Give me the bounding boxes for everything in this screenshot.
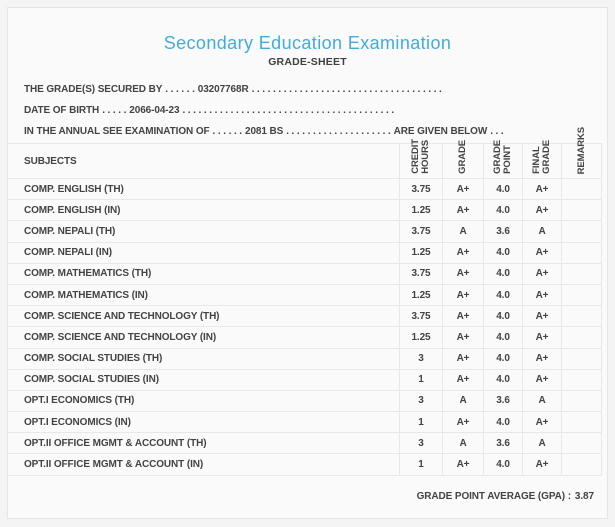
exam-year-value: 2081 BS — [244, 126, 284, 137]
remarks-column-header — [561, 126, 602, 178]
grade-point-cell: 4.0 — [483, 348, 522, 369]
subject-cell: OPT.I ECONOMICS (IN) — [8, 411, 399, 432]
credit-hours-cell: 1.25 — [399, 199, 442, 220]
subject-cell: OPT.II OFFICE MGMT & ACCOUNT (TH) — [8, 432, 399, 453]
remarks-cell — [561, 284, 602, 305]
grade-point-cell: 4.0 — [483, 242, 522, 263]
remarks-cell — [561, 453, 602, 474]
credit-hours-cell: 1 — [399, 411, 442, 432]
grade-cell: A — [442, 220, 483, 241]
grade-cell: A+ — [442, 284, 483, 305]
gpa-value: 3.87 — [574, 491, 594, 503]
remarks-cell — [561, 242, 602, 263]
dotted-line: . . . . . . . . . . . . . . . . . . . . — [286, 126, 391, 137]
subject-cell: COMP. SCIENCE AND TECHNOLOGY (IN) — [8, 326, 399, 347]
grade-point-column-header — [483, 140, 522, 178]
credit-hours-cell: 3.75 — [399, 305, 442, 326]
date-of-birth-value: 2066-04-23 — [129, 105, 180, 116]
remarks-cell — [561, 326, 602, 347]
page-title: Secondary Education Examination — [163, 33, 452, 53]
credit-hours-cell: 3 — [399, 348, 442, 369]
credit-hours-cell: 3 — [399, 432, 442, 453]
remarks-cell — [561, 199, 602, 220]
credit-hours-cell: 1.25 — [399, 326, 442, 347]
grade-cell: A+ — [442, 305, 483, 326]
credit-hours-cell: 3.75 — [399, 263, 442, 284]
info-suffix: ARE GIVEN BELOW — [393, 126, 488, 137]
remarks-cell — [561, 305, 602, 326]
subject-cell: COMP. NEPALI (IN) — [8, 242, 399, 263]
symbol-number-value: 03207768R — [197, 84, 249, 95]
grade-point-cell: 4.0 — [483, 305, 522, 326]
final-grade-cell: A — [522, 390, 561, 411]
credit-hours-cell: 1 — [399, 369, 442, 390]
grade-point-cell: 4.0 — [483, 411, 522, 432]
subject-cell: COMP. ENGLISH (IN) — [8, 199, 399, 220]
remarks-cell — [561, 220, 602, 241]
subject-cell: OPT.I ECONOMICS (TH) — [8, 390, 399, 411]
credit-hours-cell: 1 — [399, 453, 442, 474]
credit-hours-cell: 3.75 — [399, 178, 442, 199]
remarks-cell — [561, 411, 602, 432]
final-grade-cell: A — [522, 220, 561, 241]
subjects-header-label: SUBJECTS — [24, 155, 77, 167]
final-grade-cell: A+ — [522, 348, 561, 369]
info-label: DATE OF BIRTH — [24, 105, 100, 116]
final-grade-cell: A+ — [522, 326, 561, 347]
grade-point-cell: 4.0 — [483, 453, 522, 474]
final-grade-cell: A+ — [522, 263, 561, 284]
final-grade-cell: A+ — [522, 178, 561, 199]
grade-point-cell: 4.0 — [483, 284, 522, 305]
subject-cell: COMP. MATHEMATICS (IN) — [8, 284, 399, 305]
subject-cell: COMP. MATHEMATICS (TH) — [8, 263, 399, 284]
final-grade-cell: A+ — [522, 453, 561, 474]
credit-hours-cell: 3 — [399, 390, 442, 411]
grade-sheet-card — [7, 7, 608, 519]
subject-cell: COMP. SOCIAL STUDIES (IN) — [8, 369, 399, 390]
remarks-header-label: REMARKS — [575, 126, 587, 174]
grade-header-label: GRADE — [457, 140, 468, 174]
page-subtitle: GRADE-SHEET — [268, 56, 347, 68]
remarks-cell — [561, 390, 602, 411]
grade-cell: A+ — [442, 453, 483, 474]
grade-cell: A+ — [442, 348, 483, 369]
grade-cell: A — [442, 432, 483, 453]
grade-point-cell: 4.0 — [483, 369, 522, 390]
dotted-line: . . . . . . . . . . . . . . . . . . . . . . . . . . . . . . . . . . . . . . . . — [182, 105, 395, 116]
grade-point-cell: 4.0 — [483, 178, 522, 199]
final-grade-column-header — [522, 140, 561, 178]
grade-point-cell: 3.6 — [483, 220, 522, 241]
gpa-summary-row — [8, 475, 602, 518]
grade-point-cell: 3.6 — [483, 390, 522, 411]
remarks-cell — [561, 348, 602, 369]
grade-cell: A+ — [442, 178, 483, 199]
subjects-column-header — [8, 143, 399, 178]
info-label: IN THE ANNUAL SEE EXAMINATION OF — [24, 126, 210, 137]
remarks-cell — [561, 178, 602, 199]
dotted-line: . . . . . . — [165, 84, 195, 95]
dotted-line: . . . . . . . . . . . . . . . . . . . . . . . . . . . . . . . . . . . . — [251, 84, 442, 95]
grade-point-header-label: GRADE POINT — [492, 140, 513, 174]
info-label: THE GRADE(S) SECURED BY — [24, 84, 163, 95]
grade-column-header — [442, 140, 483, 178]
final-grade-cell: A+ — [522, 411, 561, 432]
subject-cell: OPT.II OFFICE MGMT & ACCOUNT (IN) — [8, 453, 399, 474]
remarks-cell — [561, 432, 602, 453]
credit-hours-cell: 1.25 — [399, 242, 442, 263]
final-grade-cell: A+ — [522, 369, 561, 390]
grade-cell: A+ — [442, 369, 483, 390]
credit-hours-column-header — [399, 139, 442, 178]
credit-hours-cell: 1.25 — [399, 284, 442, 305]
grade-cell: A+ — [442, 411, 483, 432]
dotted-line: . . . . . . — [212, 126, 242, 137]
grade-point-cell: 4.0 — [483, 199, 522, 220]
info-line-date-of-birth — [8, 100, 607, 121]
grade-cell: A+ — [442, 326, 483, 347]
credit-hours-header-label: CREDIT HOURS — [410, 139, 431, 174]
credit-hours-cell: 3.75 — [399, 220, 442, 241]
grade-point-cell: 3.6 — [483, 432, 522, 453]
gpa-label: GRADE POINT AVERAGE (GPA) : — [416, 491, 571, 503]
grade-cell: A+ — [442, 242, 483, 263]
final-grade-cell: A+ — [522, 199, 561, 220]
grade-cell: A — [442, 390, 483, 411]
final-grade-cell: A+ — [522, 284, 561, 305]
info-line-exam-year — [8, 121, 607, 142]
final-grade-header-label: FINAL GRADE — [531, 140, 552, 174]
final-grade-cell: A+ — [522, 305, 561, 326]
remarks-cell — [561, 369, 602, 390]
dotted-line: . . . — [490, 126, 504, 137]
subject-cell: COMP. SOCIAL STUDIES (TH) — [8, 348, 399, 369]
grade-cell: A+ — [442, 199, 483, 220]
final-grade-cell: A+ — [522, 242, 561, 263]
grade-point-cell: 4.0 — [483, 263, 522, 284]
final-grade-cell: A — [522, 432, 561, 453]
grade-point-cell: 4.0 — [483, 326, 522, 347]
subject-cell: COMP. NEPALI (TH) — [8, 220, 399, 241]
subject-cell: COMP. ENGLISH (TH) — [8, 178, 399, 199]
dotted-line: . . . . . — [102, 105, 127, 116]
subject-cell: COMP. SCIENCE AND TECHNOLOGY (TH) — [8, 305, 399, 326]
grade-cell: A+ — [442, 263, 483, 284]
remarks-cell — [561, 263, 602, 284]
info-line-secured-by — [8, 79, 607, 100]
